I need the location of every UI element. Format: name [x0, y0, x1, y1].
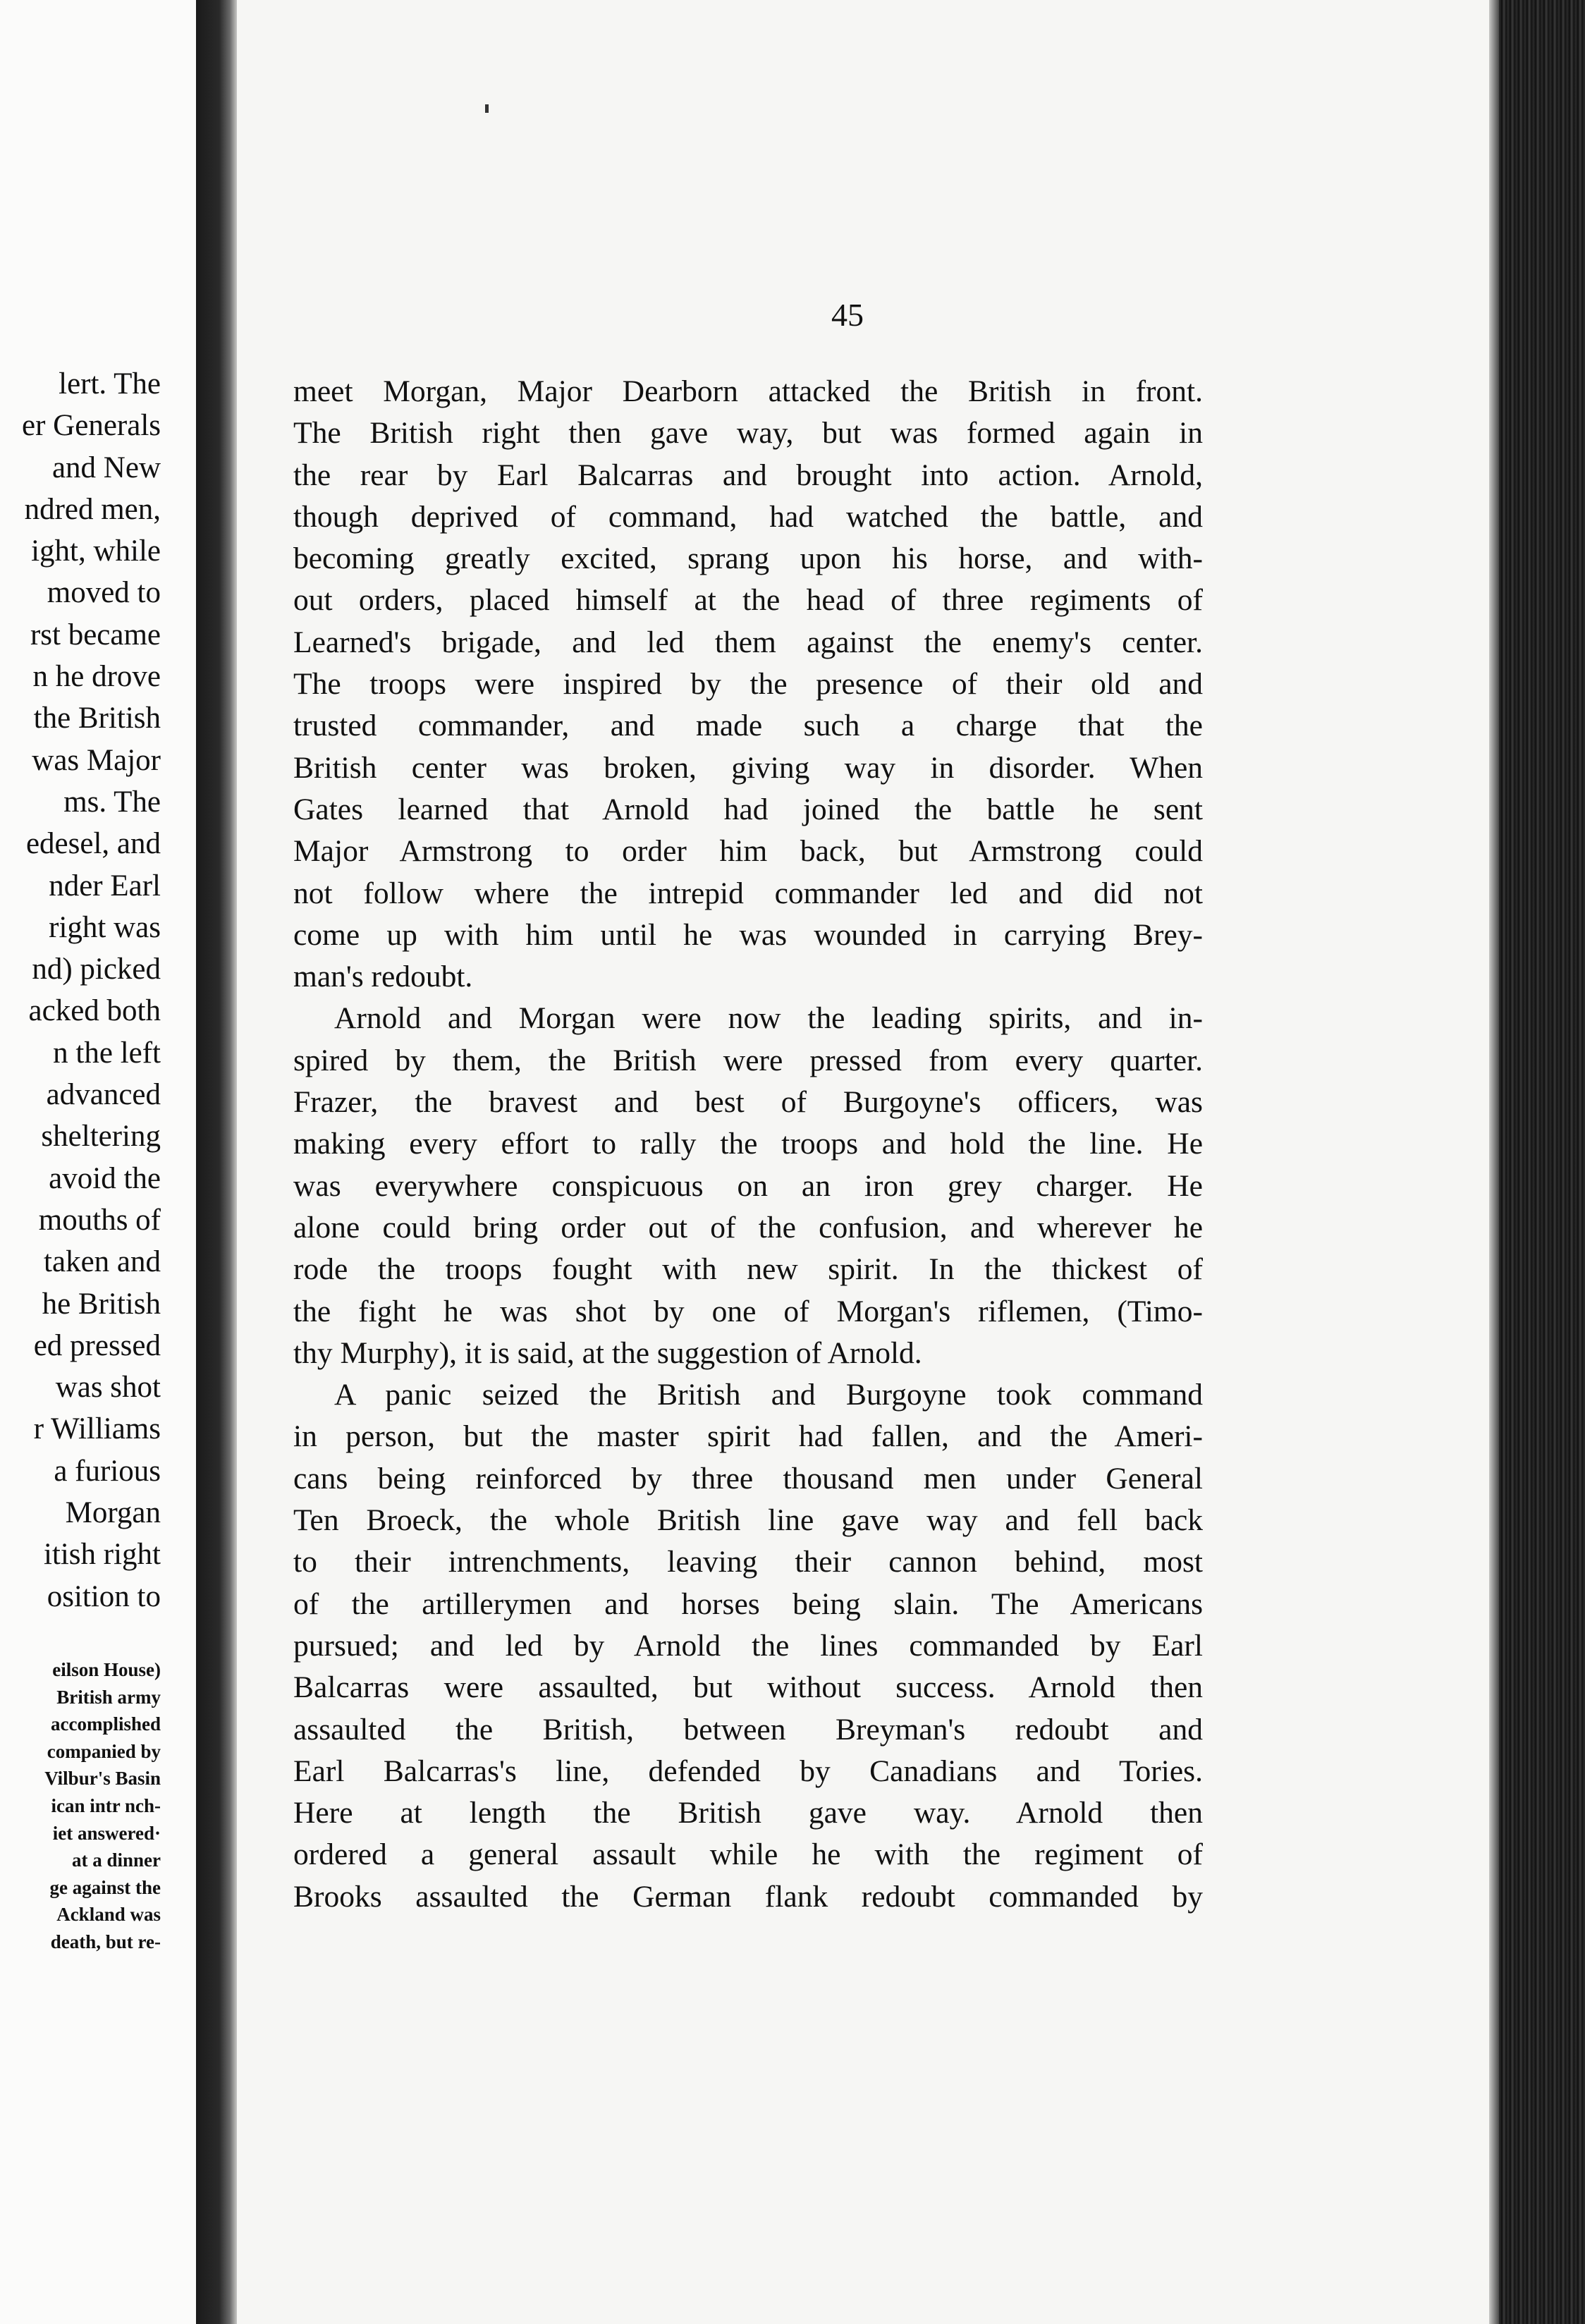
text-line: r Williams: [33, 1412, 161, 1446]
text-line: Ten Broeck, the whole British line gave way and fell back: [293, 1503, 1203, 1538]
book-edge: [1489, 0, 1585, 2324]
text-line: sheltering: [41, 1120, 161, 1154]
text-line: nd) picked: [32, 953, 161, 986]
text-line: becoming greatly excited, sprang upon his horse, and with-: [293, 542, 1203, 576]
text-line: making every effort to rally the troops and hold the line. He: [293, 1127, 1203, 1161]
text-line: The British right then gave way, but was formed again in: [293, 416, 1203, 451]
text-line: not follow where the intrepid commander led and did not: [293, 876, 1203, 910]
footnote-line: iet answered·: [52, 1822, 161, 1844]
speck-mark: [485, 104, 489, 113]
text-line: The troops were inspired by the presence of their old and: [293, 667, 1203, 702]
footnote-line: ican intr nch-: [51, 1794, 161, 1816]
text-line: trusted commander, and made such a charge that the: [293, 709, 1203, 743]
text-line: was shot: [55, 1371, 161, 1405]
text-line: and New: [51, 451, 161, 484]
footnote-line: eilson House): [52, 1659, 161, 1680]
text-line: ight, while: [31, 534, 161, 568]
text-line: of the artillerymen and horses being slain. The Americans: [293, 1586, 1203, 1621]
text-line: the British: [33, 702, 161, 735]
book-gutter-shadow: [196, 0, 238, 2324]
previous-page-footnote: [0, 1656, 161, 1956]
page-body-text: [293, 371, 1203, 1918]
page-45: [237, 0, 1489, 2324]
text-line: itish right: [43, 1538, 161, 1572]
text-line: edesel, and: [25, 827, 161, 861]
previous-page: [0, 0, 196, 2324]
text-line: pursued; and led by Arnold the lines commanded by Earl: [293, 1628, 1203, 1663]
text-line: Learned's brigade, and led them against the enemy's center.: [293, 625, 1203, 659]
text-line: moved to: [47, 576, 161, 610]
text-line: lert. The: [59, 367, 161, 400]
text-line: mouths of: [38, 1203, 161, 1237]
text-line: Morgan: [65, 1496, 161, 1530]
text-line: was Major: [32, 743, 161, 777]
footnote-line: death, but re-: [50, 1931, 161, 1952]
text-line: Earl Balcarras's line, defended by Canadians and Tories.: [293, 1754, 1203, 1788]
text-line: n the left: [53, 1036, 161, 1070]
text-line: n he drove: [32, 660, 161, 694]
text-line: though deprived of command, had watched the battle, and: [293, 499, 1203, 534]
text-line: Arnold and Morgan were now the leading spirits, and in-: [334, 1001, 1203, 1036]
text-line: a furious: [54, 1454, 161, 1488]
text-line: he British: [42, 1287, 161, 1321]
text-line: in person, but the master spirit had fallen, and the Ameri-: [293, 1419, 1203, 1454]
text-line: was everywhere conspicuous on an iron grey charger. He: [293, 1168, 1203, 1203]
text-line: ordered a general assault while he with the regiment of: [293, 1837, 1203, 1872]
text-line: ndred men,: [24, 492, 161, 526]
text-line: alone could bring order out of the confusion, and wherever he: [293, 1210, 1203, 1244]
text-line: nder Earl: [49, 869, 161, 903]
text-line: rode the troops fought with new spirit. In the thickest of: [293, 1252, 1203, 1287]
text-line: rst became: [30, 618, 161, 652]
text-line: er Generals: [22, 409, 161, 443]
text-line: ms. The: [63, 785, 161, 819]
text-line: the fight he was shot by one of Morgan's riflemen, (Timo-: [293, 1294, 1203, 1328]
text-line: man's redoubt.: [293, 960, 473, 994]
footnote-line: at a dinner: [71, 1849, 161, 1871]
text-line: spired by them, the British were pressed from every quarter.: [293, 1043, 1203, 1077]
text-line: out orders, placed himself at the head of three regiments of: [293, 583, 1203, 618]
text-line: taken and: [44, 1245, 161, 1279]
footnote-line: companied by: [47, 1740, 161, 1762]
text-line: osition to: [47, 1579, 161, 1613]
text-line: right was: [49, 910, 161, 944]
previous-page-text: [0, 363, 161, 1617]
text-line: Gates learned that Arnold had joined the battle he sent: [293, 792, 1203, 826]
text-line: thy Murphy), it is said, at the suggestion of Arnold.: [293, 1335, 922, 1370]
page-number: 45: [831, 297, 864, 333]
text-line: advanced: [46, 1078, 161, 1112]
book-edge-highlight: [1489, 0, 1499, 2324]
text-line: to their intrenchments, leaving their cannon behind, most: [293, 1545, 1203, 1579]
footnote-line: Ackland was: [56, 1904, 161, 1926]
text-line: Brooks assaulted the German flank redoubt commanded by: [293, 1879, 1203, 1914]
text-line: acked both: [28, 994, 161, 1028]
text-line: British center was broken, giving way in disorder. When: [293, 750, 1203, 785]
text-line: Frazer, the bravest and best of Burgoyne's officers, was: [293, 1085, 1203, 1120]
text-line: avoid the: [49, 1161, 161, 1195]
text-line: come up with him until he was wounded in carrying Brey-: [293, 917, 1203, 952]
footnote-line: accomplished: [50, 1713, 161, 1735]
footnote-line: ge against the: [49, 1876, 161, 1898]
text-line: ed pressed: [33, 1328, 161, 1362]
text-line: Major Armstrong to order him back, but Armstrong could: [293, 834, 1203, 869]
text-line: cans being reinforced by three thousand men under General: [293, 1461, 1203, 1496]
footnote-line: Vilbur's Basin: [44, 1768, 161, 1790]
text-line: assaulted the British, between Breyman's redoubt and: [293, 1712, 1203, 1747]
text-line: the rear by Earl Balcarras and brought into action. Arnold,: [293, 458, 1203, 492]
text-line: Balcarras were assaulted, but without success. Arnold then: [293, 1670, 1203, 1705]
footnote-line: British army: [56, 1686, 161, 1708]
text-line: Here at length the British gave way. Arnold then: [293, 1796, 1203, 1830]
text-line: meet Morgan, Major Dearborn attacked the British in front.: [293, 374, 1203, 408]
text-line: A panic seized the British and Burgoyne took command: [334, 1378, 1203, 1412]
